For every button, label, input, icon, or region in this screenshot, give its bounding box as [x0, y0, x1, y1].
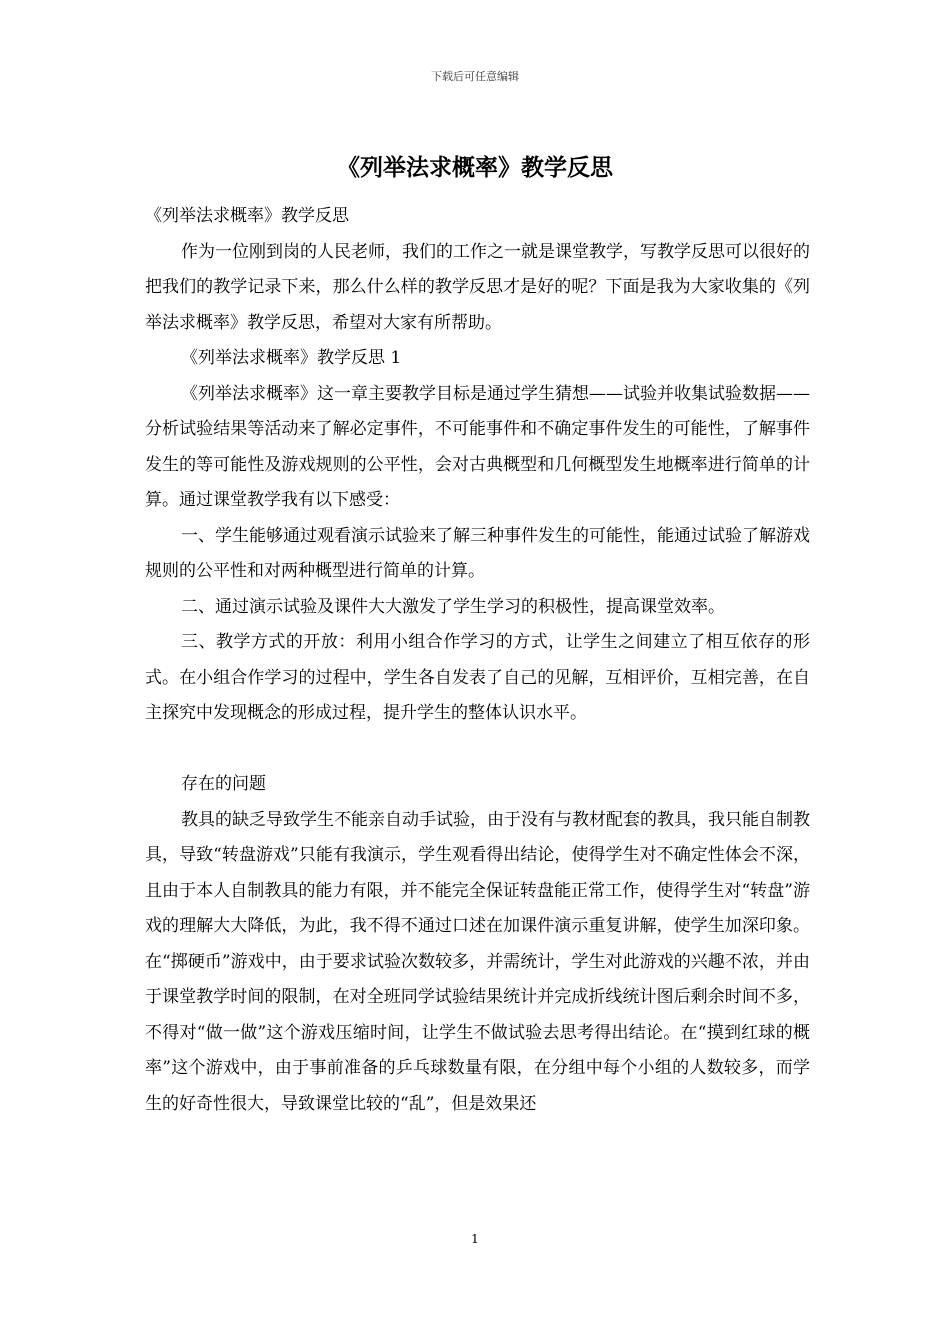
- body-paragraph: 一、学生能够通过观看演示试验来了解三种事件发生的可能性，能通过试验了解游戏规则的公平性和对两种概型进行简单的计算。: [145, 525, 810, 581]
- document-body: [145, 199, 810, 1122]
- page-header: 下载后可任意编辑: [431, 70, 519, 83]
- body-paragraph: 二、通过演示试验及课件大大激发了学生学习的积极性，提高课堂效率。: [181, 596, 725, 617]
- body-paragraph: 《列举法求概率》这一章主要教学目标是通过学生猜想——试验并收集试验数据——分析试验结果等活动来了解必定事件，不可能事件和不确定事件发生的可能性，了解事件发生的等可能性及游戏规则的公平性，会对古典概型和几何概型发生地概率进行简单的计算。通过课堂教学我有以下感受：: [145, 383, 810, 510]
- body-paragraph: 教具的缺乏导致学生不能亲自动手试验，由于没有与教材配套的教具，我只能自制教具，导致“转盘游戏”只能有我演示，学生观看得出结论，使得学生对不确定性体会不深，且由于本人自制教具的能力有限，并不能完全保证转盘能正常工作，使得学生对“转盘”游戏的理解大大降低，为此，我不得不通过口述在加课件演示重复讲解，使学生加深印象。在“掷硬币”游戏中，由于要求试验次数较多，并需统计，学生对此游戏的兴趣不浓，并由于课堂教学时间的限制，在对全班同学试验结果统计并完成折线统计图后剩余时间不多，不得对“做一做”这个游戏压缩时间，让学生不做试验去思考得出结论。在“摸到红球的概率”这个游戏中，由于事前准备的乒乓球数量有限，在分组中每个小组的人数较多，而学生的好奇性很大，导致课堂比较的“乱”，但是效果还: [145, 809, 810, 1114]
- section-heading: 存在的问题: [181, 774, 266, 794]
- body-paragraph: 三、教学方式的开放：利用小组合作学习的方式，让学生之间建立了相互依存的形式。在小组合作学习的过程中，学生各自发表了自己的见解，互相评价，互相完善，在自主探究中发现概念的形成过程，提升学生的整体认识水平。: [145, 632, 810, 723]
- blank-line: [145, 732, 810, 768]
- section-heading: 《列举法求概率》教学反思 1: [181, 348, 402, 368]
- document-title: 《列举法求概率》教学反思: [337, 154, 613, 181]
- subtitle-paragraph: 《列举法求概率》教学反思: [145, 206, 349, 226]
- page-number: 1: [471, 1232, 479, 1246]
- intro-paragraph: 作为一位刚到岗的人民老师，我们的工作之一就是课堂教学，写教学反思可以很好的把我们的教学记录下来，那么什么样的教学反思才是好的呢？下面是我为大家收集的《列举法求概率》教学反思，希望对大家有所帮助。: [145, 241, 810, 333]
